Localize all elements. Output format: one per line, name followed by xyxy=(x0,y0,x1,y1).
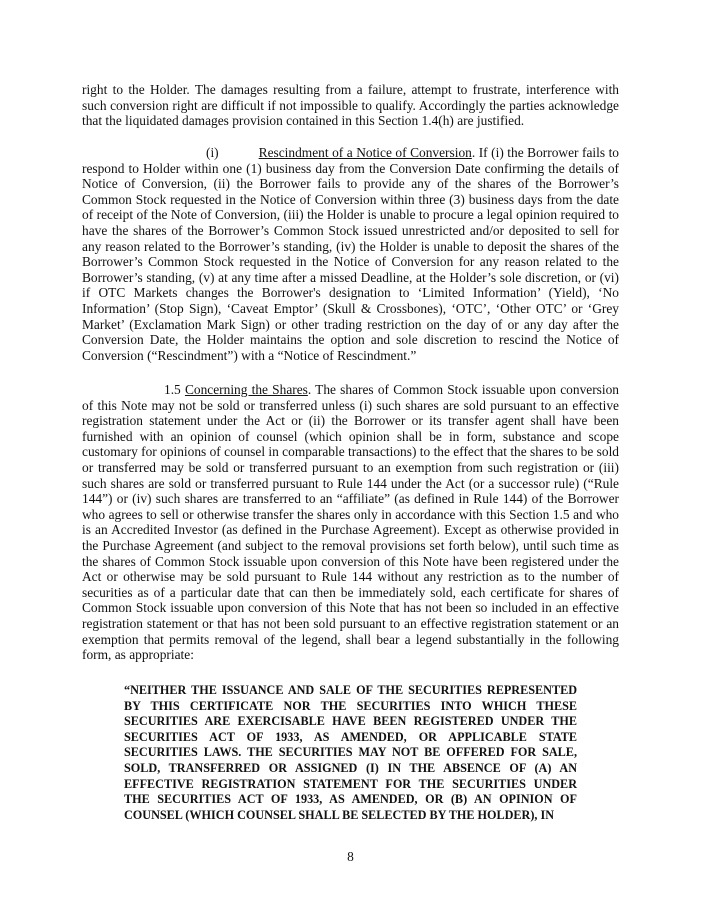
section-1-5-heading: Concerning the Shares xyxy=(184,382,308,397)
section-1-5-body: . The shares of Common Stock issuable upon conversion of this Note may not be sold or transferred unless (i) such shares are sold pursuant to an effective registration statement under the Act or (ii) the Borrower or its transfer agent shall have been furnished with an opinion of counsel (which opinion shall be in form, substance and scope customary for opinions of counsel in comparable transactions) to the effect that the shares to be sold or transferred may be sold or transferred pursuant to an exemption from such registration or (iii) such shares are sold or transferred pursuant to Rule 144 under the Act (or a successor rule) (“Rule 144”) or (iv) such shares are transferred to an “affiliate” (as defined in Rule 144) of the Borrower who agrees to sell or otherwise transfer the shares only in accordance with this Section 1.5 and who is an Accredited Investor (as defined in the Purchase Agreement). Except as otherwise provided in the Purchase Agreement (and subject to the removal provisions set forth below), until such time as the shares of Common Stock issuable upon conversion of this Note have been registered under the Act or otherwise may be sold pursuant to Rule 144 without any restriction as to the number of securities as of a particular date that can then be immediately sold, each certificate for shares of Common Stock issuable upon conversion of this Note that has not been so included in an effective registration statement or that has not been sold pursuant to an effective registration statement or an exemption that permits removal of the legend, shall bear a legend substantially in the following form, as appropriate: xyxy=(82,382,619,663)
restrictive-legend: “NEITHER THE ISSUANCE AND SALE OF THE SECURITIES REPRESENTED BY THIS CERTIFICATE NOR THE SECURITIES INTO WHICH THESE SECURITIES ARE EXERCISABLE HAVE BEEN REGISTERED UNDER THE SECURITIES ACT OF 1933, AS AMENDED, OR APPLICABLE STATE SECURITIES LAWS. THE SECURITIES MAY NOT BE OFFERED FOR SALE, SOLD, TRANSFERRED OR ASSIGNED (I) IN THE ABSENCE OF (A) AN EFFECTIVE REGISTRATION STATEMENT FOR THE SECURITIES UNDER THE SECURITIES ACT OF 1933, AS AMENDED, OR (B) AN OPINION OF COUNSEL (WHICH COUNSEL SHALL BE SELECTED BY THE HOLDER), IN xyxy=(124,683,577,822)
section-1-5-paragraph xyxy=(82,382,619,663)
section-1-5-number: 1.5 xyxy=(164,382,181,397)
section-i-label: (i) xyxy=(206,145,219,160)
section-i-paragraph xyxy=(82,145,619,363)
paragraph-continuation: right to the Holder. The damages resulting from a failure, attempt to frustrate, interference with such conversion right are difficult if not impossible to qualify. Accordingly the parties acknowledge that the liquidated damages provision contained in this Section 1.4(h) are justified. xyxy=(82,82,619,129)
section-i-heading: Rescindment of a Notice of Conversion xyxy=(258,145,472,160)
page-number: 8 xyxy=(347,849,354,864)
section-i-body: . If (i) the Borrower fails to respond to Holder within one (1) business day from the Conversion Date confirming the details of Notice of Conversion, (ii) the Borrower fails to provide any of the shares of the Borrower’s Common Stock requested in the Notice of Conversion within three (3) business days from the date of receipt of the Note of Conversion, (iii) the Holder is unable to procure a legal opinion required to have the shares of the Borrower’s Common Stock issued unrestricted and/or deposited to sell for any reason related to the Borrower’s standing, (iv) the Holder is unable to deposit the shares of the Borrower’s Common Stock requested in the Notice of Conversion for any reason related to the Borrower’s standing, (v) at any time after a missed Deadline, at the Holder’s sole discretion, or (vi) if OTC Markets changes the Borrower's designation to ‘Limited Information’ (Yield), ‘No Information’ (Stop Sign), ‘Caveat Emptor’ (Skull & Crossbones), ‘OTC’, ‘Other OTC’ or ‘Grey Market’ (Exclamation Mark Sign) or other trading restriction on the day of or any day after the Conversion Date, the Holder maintains the option and sole discretion to rescind the Notice of Conversion (“Rescindment”) with a “Notice of Rescindment.” xyxy=(82,145,619,363)
